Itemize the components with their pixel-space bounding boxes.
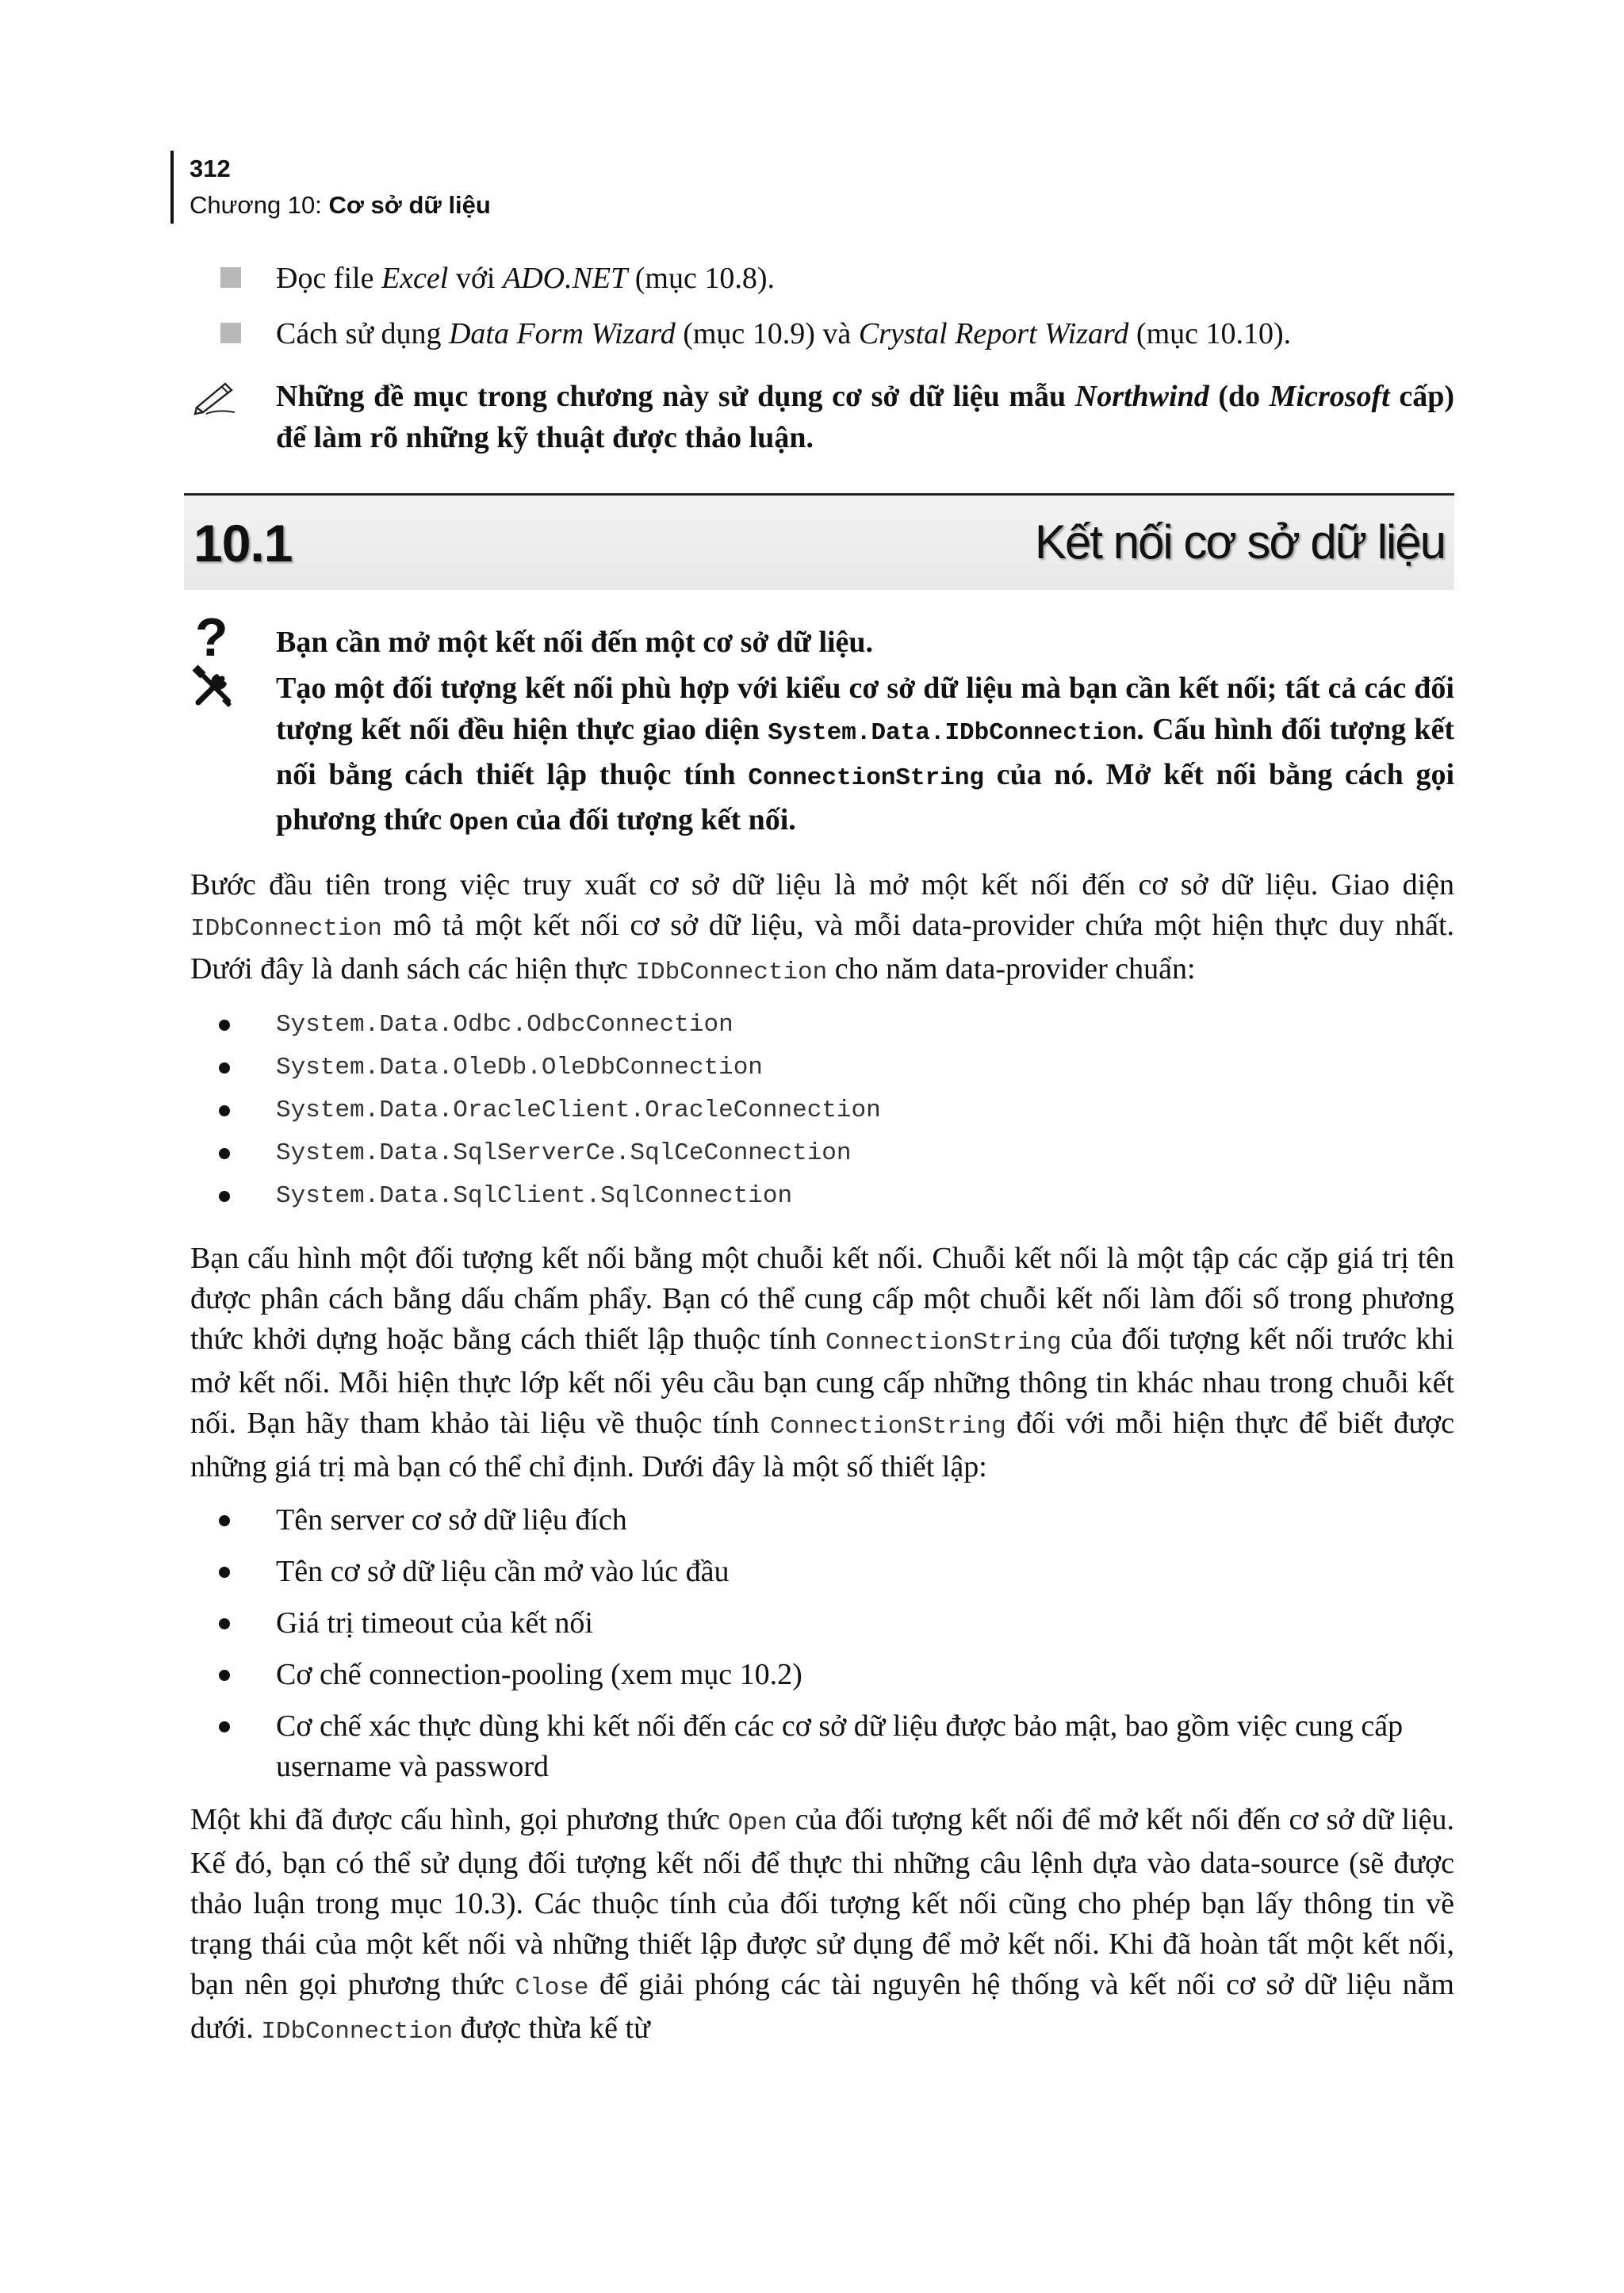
problem-text: Bạn cần mở một kết nối đến một cơ sở dữ liệu. <box>276 626 874 659</box>
provider-class: System.Data.OleDb.OleDbConnection <box>276 1054 763 1081</box>
text-run: để giải phóng các tài nguyên hệ thống và kết nối cơ sở dữ liệu nằm dưới. <box>190 1968 1454 2045</box>
bullet-icon <box>219 1105 230 1116</box>
text-run: với <box>448 262 503 295</box>
page-header <box>170 151 491 224</box>
text-run: Những đề mục trong chương này sử dụng cơ sở dữ liệu mẫu <box>276 380 1075 413</box>
square-bullet-icon <box>220 323 241 343</box>
provider-list <box>190 1004 1454 1218</box>
text-run: (mục 10.8). <box>627 262 776 295</box>
inline-code: ConnectionString <box>825 1329 1062 1357</box>
chapter-prefix: Chương 10: <box>190 191 329 219</box>
chapter-title: Cơ sở dữ liệu <box>328 191 491 219</box>
text-run: Bạn cấu hình một đối tượng kết nối bằng một chuỗi kết nối. Chuỗi kết nối là một tập các cặp giá trị tên được phân cách bằng dấu chấm phẩy. Bạn có thể cung cấp một chuỗi kết nối làm đối số trong phương thức khởi dựng hoặc bằng cách thiết lập thuộc tính <box>190 1242 1454 1356</box>
square-bullet-icon <box>220 267 241 288</box>
pencil-note-icon <box>193 377 238 415</box>
text-run-italic: ADO.NET <box>502 262 628 295</box>
text-run: Bước đầu tiên trong việc truy xuất cơ sở dữ liệu là mở một kết nối đến cơ sở dữ liệu. Giao diện <box>190 868 1454 902</box>
setting-text: Tên cơ sở dữ liệu cần mở vào lúc đầu <box>276 1555 730 1588</box>
inline-code: Close <box>515 1974 589 2002</box>
provider-class: System.Data.SqlServerCe.SqlCeConnection <box>276 1139 852 1167</box>
page-number: 312 <box>190 155 231 182</box>
text-run: Tạo một đối tượng kết nối phù hợp với kiểu cơ sở dữ liệu mà bạn cần kết nối; tất cả các đối tượng kết nối đều hiện thực giao diện <box>276 672 1454 746</box>
section-number: 10.1 <box>193 514 293 572</box>
settings-list-item <box>190 1552 1454 1592</box>
bullet-icon <box>219 1148 230 1159</box>
provider-class: System.Data.OracleClient.OracleConnection <box>276 1097 881 1124</box>
inline-code: IDbConnection <box>635 959 828 986</box>
section-title: Kết nối cơ sở dữ liệu <box>1034 515 1445 568</box>
bullet-icon <box>219 1567 230 1578</box>
intro-item-text <box>276 317 1291 350</box>
question-mark-icon: ? <box>195 607 228 668</box>
text-run: của đối tượng kết nối. <box>508 803 796 836</box>
provider-list-item <box>190 1047 1454 1089</box>
intro-list <box>190 258 1454 354</box>
solution-text <box>276 672 1454 836</box>
settings-list-item <box>190 1655 1454 1695</box>
text-run-italic: Northwind <box>1074 380 1209 413</box>
provider-list-item <box>190 1132 1454 1175</box>
page-content <box>190 258 1454 2052</box>
bullet-icon <box>219 1515 230 1526</box>
text-run: của đối tượng kết nối để mở kết nối đến cơ sở dữ liệu. Kế đó, bạn có thể sử dụng đối tượng kết nối để thực thi những câu lệnh dựa vào data-source (sẽ được thảo luận trong mục 10.3). Các thuộc tính của đối tượng kết nối cũng cho phép bạn lấy thông tin về trạng thái của một kết nối và những thiết lập được sử dụng để mở kết nối. Khi đã hoàn tất một kết nối, bạn nên gọi phương thức <box>190 1803 1455 2001</box>
text-run-italic: Data Form Wizard <box>448 317 676 350</box>
settings-list-item <box>190 1603 1454 1644</box>
text-run: Cách sử dụng <box>276 317 449 350</box>
inline-code: ConnectionString <box>748 764 985 792</box>
bullet-icon <box>219 1670 230 1681</box>
inline-code: System.Data.IDbConnection <box>768 719 1137 747</box>
paragraph-intro <box>190 865 1454 993</box>
inline-code: IDbConnection <box>261 2018 454 2046</box>
text-run: đối với mỗi hiện thực để biết được những giá trị mà bạn có thể chỉ định. Dưới đây là một số thiết lập: <box>190 1407 1454 1483</box>
text-run: mô tả một kết nối cơ sở dữ liệu, và mỗi data-provider chứa một hiện thực duy nhất. Dưới đây là danh sách các hiện thực <box>190 909 1454 986</box>
setting-text: Cơ chế connection-pooling (xem mục 10.2) <box>276 1658 802 1691</box>
text-run: cho năm data-provider chuẩn: <box>827 952 1196 986</box>
chapter-heading <box>190 187 491 224</box>
setting-text: Cơ chế xác thực dùng khi kết nối đến các cơ sở dữ liệu được bảo mật, bao gồm việc cung cấp username và password <box>276 1709 1404 1783</box>
settings-list <box>190 1500 1454 1787</box>
section-banner <box>184 493 1454 590</box>
text-run: được thừa kế từ <box>453 2012 650 2045</box>
tools-icon <box>190 664 236 710</box>
provider-class: System.Data.SqlClient.SqlConnection <box>276 1182 793 1210</box>
text-run: (mục 10.9) và <box>675 317 859 350</box>
text-run: cấp) để làm rõ những kỹ thuật được thảo luận. <box>276 380 1454 454</box>
text-run: Một khi đã được cấu hình, gọi phương thức <box>190 1803 729 1836</box>
setting-text: Giá trị timeout của kết nối <box>276 1606 593 1640</box>
text-run: của nó. Mở kết nối bằng cách gọi phương thức <box>276 758 1455 836</box>
intro-list-item <box>190 258 1454 298</box>
text-run: của đối tượng kết nối trước khi mở kết nối. Mỗi hiện thực lớp kết nối yêu cầu bạn cung cấp những thông tin khác nhau trong chuỗi kết nối. Bạn hãy tham khảo tài liệu về thuộc tính <box>190 1323 1454 1440</box>
intro-item-text <box>276 262 775 295</box>
text-run-italic: Microsoft <box>1269 380 1390 413</box>
paragraph-open-close <box>190 1800 1454 2052</box>
text-run: . Cấu hình đối tượng kết nối bằng cách thiết lập thuộc tính <box>276 713 1454 791</box>
note-text <box>276 380 1454 454</box>
problem-statement <box>190 607 1454 668</box>
intro-list-item <box>190 314 1454 354</box>
settings-list-item <box>190 1706 1454 1787</box>
paragraph-connection-string <box>190 1238 1454 1487</box>
provider-list-item <box>190 1175 1454 1218</box>
solution-statement <box>190 668 1454 844</box>
setting-text: Tên server cơ sở dữ liệu đích <box>276 1503 627 1537</box>
inline-code: IDbConnection <box>190 915 382 943</box>
inline-code: Open <box>449 810 509 837</box>
inline-code: ConnectionString <box>770 1413 1006 1441</box>
text-run-italic: Crystal Report Wizard <box>858 317 1129 350</box>
bullet-icon <box>219 1062 230 1074</box>
note-box <box>190 376 1454 458</box>
bullet-icon <box>219 1721 230 1732</box>
text-run: (do <box>1208 380 1270 413</box>
bullet-icon <box>219 1191 230 1202</box>
inline-code: Open <box>728 1809 787 1837</box>
text-run-italic: Excel <box>381 262 449 295</box>
provider-class: System.Data.Odbc.OdbcConnection <box>276 1011 733 1039</box>
bullet-icon <box>219 1020 230 1031</box>
provider-list-item <box>190 1089 1454 1132</box>
bullet-icon <box>219 1618 230 1629</box>
text-run: (mục 10.10). <box>1128 317 1292 350</box>
text-run: Đọc file <box>276 262 381 295</box>
settings-list-item <box>190 1500 1454 1541</box>
provider-list-item <box>190 1004 1454 1047</box>
